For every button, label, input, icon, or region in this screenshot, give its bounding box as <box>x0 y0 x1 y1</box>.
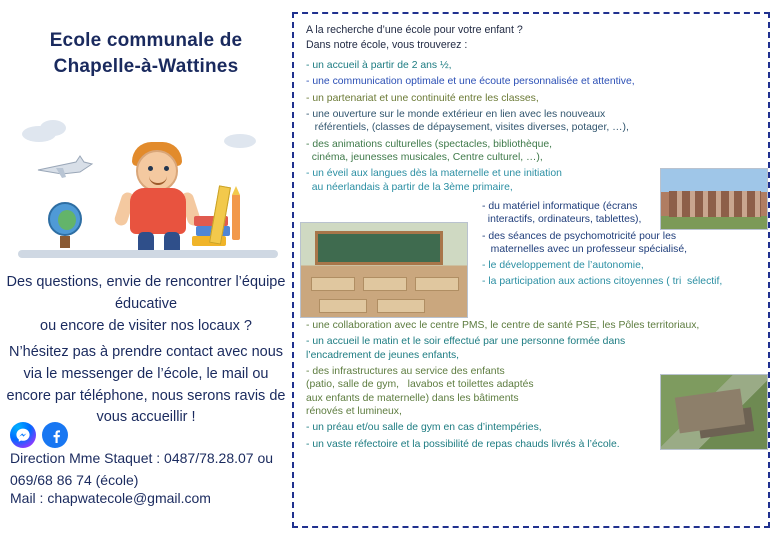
school-building-photo <box>660 168 768 230</box>
globe-stand <box>60 236 70 248</box>
list-item: au néerlandais à partir de la 3ème primaire, <box>306 181 513 193</box>
list-item: maternelles avec un professeur spécialisé, <box>482 243 688 255</box>
messenger-icon[interactable] <box>10 422 36 448</box>
pencil-icon <box>232 194 240 240</box>
direction-contact: Direction Mme Staquet : 0487/78.28.07 ou <box>10 450 274 466</box>
aerial-view-photo <box>660 374 768 450</box>
list-item: - un éveil aux langues dès la maternelle et une initiation <box>306 168 562 180</box>
page-title <box>8 28 284 79</box>
contact-invite: N’hésitez pas à prendre contact avec nous via le messenger de l’école, le mail ou encore par téléphone, nous serons ravis de vous accueillir ! <box>6 344 286 426</box>
list-item: (patio, salle de gym, lavabos et toilettes adaptés <box>306 379 534 391</box>
list-item: - des séances de psychomotricité pour les <box>482 230 677 242</box>
questions-line-3: ou encore de visiter nos locaux ? <box>40 317 252 334</box>
list-item: - du matériel informatique (écrans <box>482 200 638 212</box>
airplane-icon <box>36 152 94 182</box>
left-column <box>0 0 290 540</box>
questions-line-2: éducative <box>114 295 178 312</box>
list-item: rénovés et lumineux, <box>306 405 402 417</box>
questions-blurb <box>4 272 288 337</box>
list-item: - un vaste réfectoire et la possibilité de repas chauds livrés à l’école. <box>306 438 620 450</box>
list-item: - des animations culturelles (spectacles, bibliothèque, <box>306 138 553 150</box>
chalkboard <box>315 231 443 265</box>
school-title-line1: Ecole communale de <box>49 30 243 51</box>
list-item: - une ouverture sur le monde extérieur en lien avec les nouveaux <box>306 109 606 121</box>
desk <box>377 299 425 313</box>
list-item: cinéma, jeunesses musicales, Centre culturel, …), <box>306 151 543 163</box>
list-item: - la participation aux actions citoyennes ( tri sélectif, <box>482 276 723 288</box>
ground-line <box>18 250 278 258</box>
cloud-icon <box>224 134 256 148</box>
child-head <box>136 150 178 192</box>
desk <box>363 277 407 291</box>
intro-line-1: A la recherche d’une école pour votre enfant ? <box>306 24 523 36</box>
child-eye <box>164 166 169 171</box>
list-item: l’encadrement de jeunes enfants, <box>306 349 460 361</box>
desk <box>319 299 367 313</box>
child-eye <box>148 166 153 171</box>
list-item: - une communication optimale et une écoute personnalisée et attentive, <box>306 76 635 88</box>
child-body <box>130 188 186 234</box>
list-item: référentiels, (classes de dépaysement, visites diverses, potager, …), <box>306 122 629 134</box>
list-item: - un accueil le matin et le soir effectué par une personne formée dans <box>306 336 626 348</box>
list-item: - une collaboration avec le centre PMS, le centre de santé PSE, les Pôles territoriaux, <box>306 320 700 332</box>
list-item: - un préau et/ou salle de gym en cas d’intempéries, <box>306 422 542 434</box>
list-item: - le développement de l’autonomie, <box>482 260 644 272</box>
cloud-icon <box>40 120 66 136</box>
facebook-icon[interactable] <box>42 422 68 448</box>
school-title-line2: Chapelle-à-Wattines <box>53 55 239 77</box>
email-contact: Mail : chapwatecole@gmail.com <box>10 490 211 506</box>
intro-line-2: Dans notre école, vous trouverez : <box>306 38 468 51</box>
globe-icon <box>48 202 82 236</box>
list-item: interactifs, ordinateurs, tablettes), <box>482 214 642 226</box>
list-item: - un accueil à partir de 2 ans ½, <box>306 60 452 72</box>
questions-line-1: Des questions, envie de rencontrer l’équipe <box>6 274 286 290</box>
social-links[interactable] <box>10 422 68 448</box>
desk <box>415 277 459 291</box>
pencil-tip-icon <box>232 186 240 195</box>
classroom-photo <box>300 222 468 318</box>
desk <box>311 277 355 291</box>
list-item: aux enfants de maternelle) dans les bâtiments <box>306 392 519 404</box>
list-item: - des infrastructures au service des enfants <box>306 366 505 378</box>
phone-contact: 069/68 86 74 (école) <box>10 472 139 488</box>
list-item: - un partenariat et une continuité entre les classes, <box>306 92 539 104</box>
school-illustration <box>18 120 278 260</box>
